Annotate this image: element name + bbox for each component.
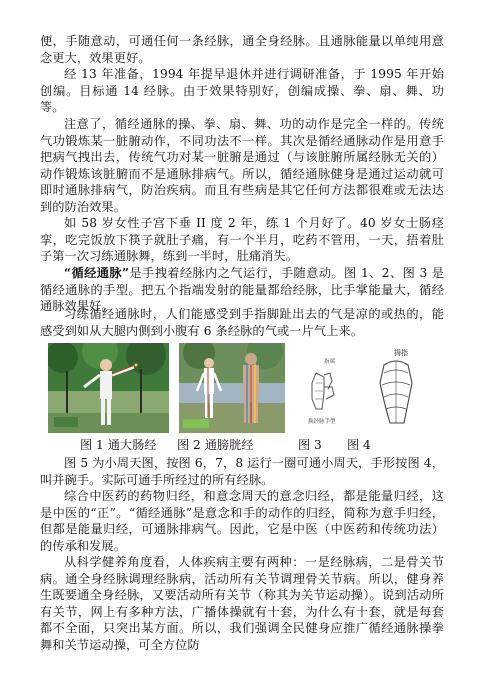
paragraph-1: 便，手随意动，可通任何一条经脉，通全身经脉。且通脉能量以单纯用意念更大，效果更好。 (40, 34, 444, 65)
paragraph-9: 从科学健养角度看，人体疾病主要有两种：一是经脉病，二是骨关节病。通全身经脉调理经脉病，活动所有关节调理骨关节病。所以，健身养生既要通全身经脉，又要活动所有关节（称其为关节运动操）。说到活动所有关节，网上有多种方法，广播体操就有十套，为什么有十套，就是每套都不全面，只突出某方面。所以，我们强调全民健身应推广循经通脉操拳舞和关节运动操，可全方位防 (40, 555, 444, 652)
figure-2-image (179, 343, 285, 433)
figure-1-image (48, 343, 169, 433)
caption-figure-1: 图 1 通大肠经 (80, 438, 157, 452)
paragraph-4: 如 58 岁女性子宫下垂 II 度 2 年，练 1 个月好了。40 岁女士肠痉挛，吃完饭放下筷子就肚子痛，有一个半月，吃药不管用，一天，捂着肚子第一次习练通脉舞，练到一半时，肚痛消失。 (40, 216, 444, 264)
figure-3-label-top: 指端 (324, 359, 336, 365)
paragraph-5-text: 是手拽着经脉内之气运行，手随意动。图 1、2、图 3 是循经通脉的手型。把五个指端发射的能量都给经脉，比手掌能量大，循经通脉效果好。 (40, 266, 444, 314)
paragraph-2: 经 13 年准备，1994 年提早退休并进行调研准备，于 1995 年开始创编。目标通 14 经脉。由于效果特别好，创编成操、拳、扇、舞、功等。 (40, 67, 444, 115)
figure-captions (40, 437, 444, 453)
paragraph-3: 注意了，循经通脉的操、拳、扇、舞、功的动作是完全一样的。传统气功锻炼某一脏腑动作，不同功法不一样。其次是循经通脉动作是用意手把病气拽出去，传统气功对某一脏腑是通过（与该脏腑所属经脉无关的）动作锻炼该脏腑而不是通脉排病气。所以，循经通脉健身是通过运动就可即时通脉排病气，防治疾病。而且有些病是其它任何方法都很难或无法达到的防治效果。 (40, 117, 444, 214)
bold-term: “循经通脉” (64, 266, 130, 280)
caption-figure-3: 图 3 (298, 438, 322, 452)
figure-4-label: 拇指 (394, 349, 408, 357)
caption-figure-2: 图 2 通膀胱经 (177, 438, 254, 452)
figure-3-label-bottom: 换经脉手型 (308, 419, 336, 425)
caption-figure-4: 图 4 (347, 438, 371, 452)
paragraph-8: 综合中医药的药物归经，和意念周天的意念归经，都是能量归经，这是中医的“正”。“循经通脉”是意念和手的动作的归经，简称为意手归经，但都是能量归经，可通脉排病气。因此，它是中医（中医药和传统功法）的传承和发展。 (40, 489, 444, 553)
figure-row (40, 343, 444, 435)
paragraph-6: 习练循经通脉时，人们能感受到手指脚趾出去的气是凉的或热的，能感受到如从大腿内侧到小腹有 6 条经脉的气或一片气上来。 (40, 307, 444, 338)
figure-3-image (302, 343, 354, 433)
paragraph-7: 图 5 为小周天图，按图 6，7，8 运行一圈可通小周天，手形按图 4，叫并碗手。实际可通手所经过的所有经脉。 (40, 456, 444, 487)
figure-4-image (360, 343, 432, 433)
